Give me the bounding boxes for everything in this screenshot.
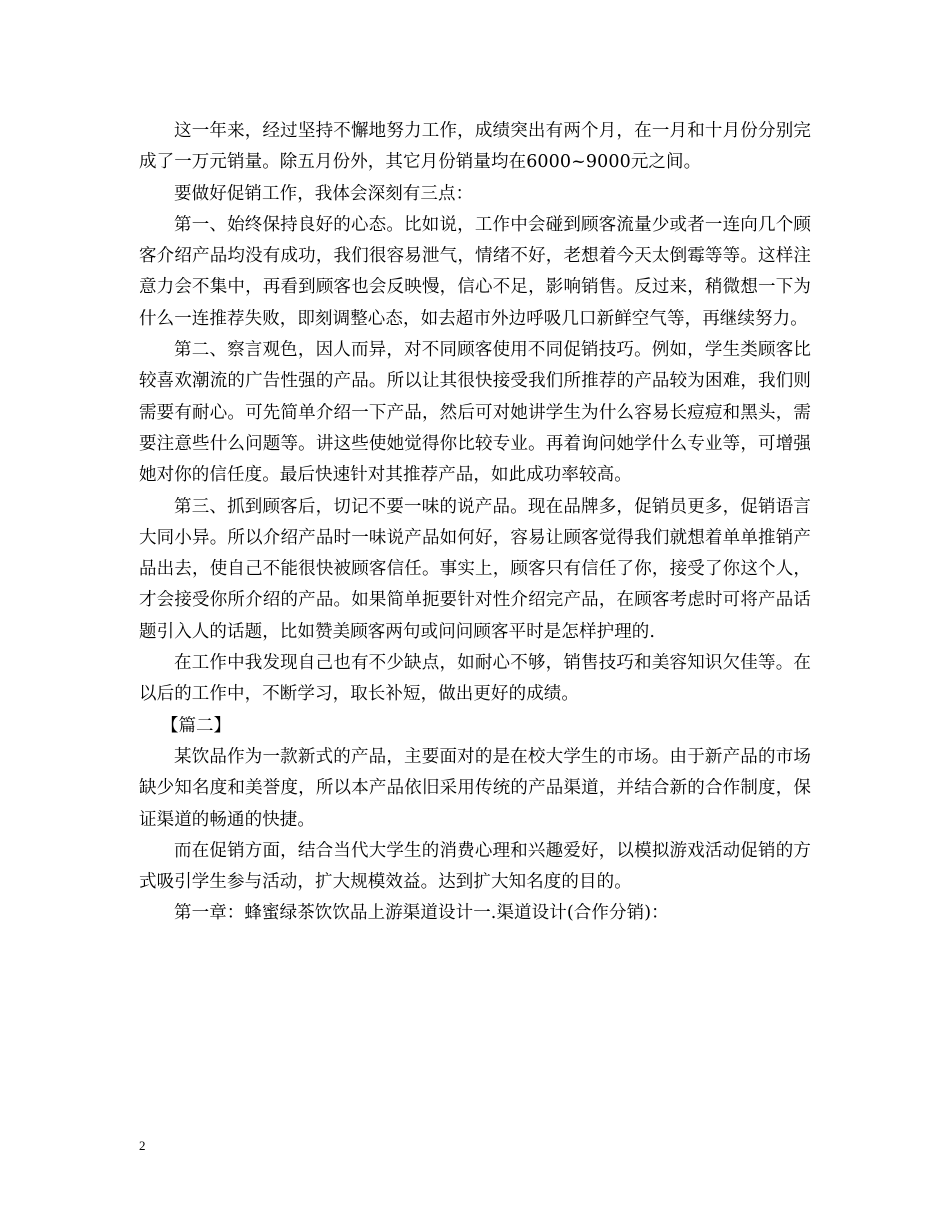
paragraph-4: 第二、察言观色，因人而异，对不同顾客使用不同促销技巧。例如，学生类顾客比较喜欢潮流的广告性强的产品。所以让其很快接受我们所推荐的产品较为困难，我们则需要有耐心。可先简单介绍一下产品，然后可对她讲学生为什么容易长痘痘和黑头，需要注意些什么问题等。讲这些使她觉得你比较专业。再着询问她学什么专业等，可增强她对你的信任度。最后快速针对其推荐产品，如此成功率较高。 (139, 340, 811, 486)
paragraph-6: 在工作中我发现自己也有不少缺点，如耐心不够，销售技巧和美容知识欠佳等。在以后的工作中，不断学习，取长补短，做出更好的成绩。 (139, 653, 811, 705)
paragraph-9: 第一章：蜂蜜绿茶饮饮品上游渠道设计一.渠道设计(合作分销)： (174, 903, 669, 924)
paragraph-1: 这一年来，经过坚持不懈地努力工作，成绩突出有两个月，在一月和十月份分别完成了一万元销量。除五月份外，其它月份销量均在6000~9000元之间。 (139, 121, 811, 173)
paragraph-8: 而在促销方面，结合当代大学生的消费心理和兴趣爱好，以模拟游戏活动促销的方式吸引学生参与活动，扩大规模效益。达到扩大知名度的目的。 (139, 840, 811, 893)
paragraph-7: 某饮品作为一款新式的产品，主要面对的是在校大学生的市场。由于新产品的市场缺少知名度和美誉度，所以本产品依旧采用传统的产品渠道，并结合新的合作制度，保证渠道的畅通的快捷。 (139, 746, 811, 830)
page-number: 2 (139, 1138, 146, 1153)
paragraph-5: 第三、抓到顾客后，切记不要一味的说产品。现在品牌多，促销员更多，促销语言大同小异。所以介绍产品时一味说产品如何好，容易让顾客觉得我们就想着单单推销产品出去，使自己不能很快被顾客信任。事实上，顾客只有信任了你，接受了你这个人，才会接受你所介绍的产品。如果简单扼要针对性介绍完产品，在顾客考虑时可将产品话题引入人的话题，比如赞美顾客两句或问问顾客平时是怎样护理的. (139, 496, 811, 642)
section-heading: 【篇二】 (161, 715, 231, 736)
document-body (139, 116, 811, 930)
paragraph-2: 要做好促销工作，我体会深刻有三点： (174, 183, 474, 204)
paragraph-3: 第一、始终保持良好的心态。比如说，工作中会碰到顾客流量少或者一连向几个顾客介绍产品均没有成功，我们很容易泄气，情绪不好，老想着今天太倒霉等等。这样注意力会不集中，再看到顾客也会反映慢，信心不足，影响销售。反过来，稍微想一下为什么一连推荐失败，即刻调整心态，如去超市外边呼吸几口新鲜空气等，再继续努力。 (139, 214, 811, 329)
